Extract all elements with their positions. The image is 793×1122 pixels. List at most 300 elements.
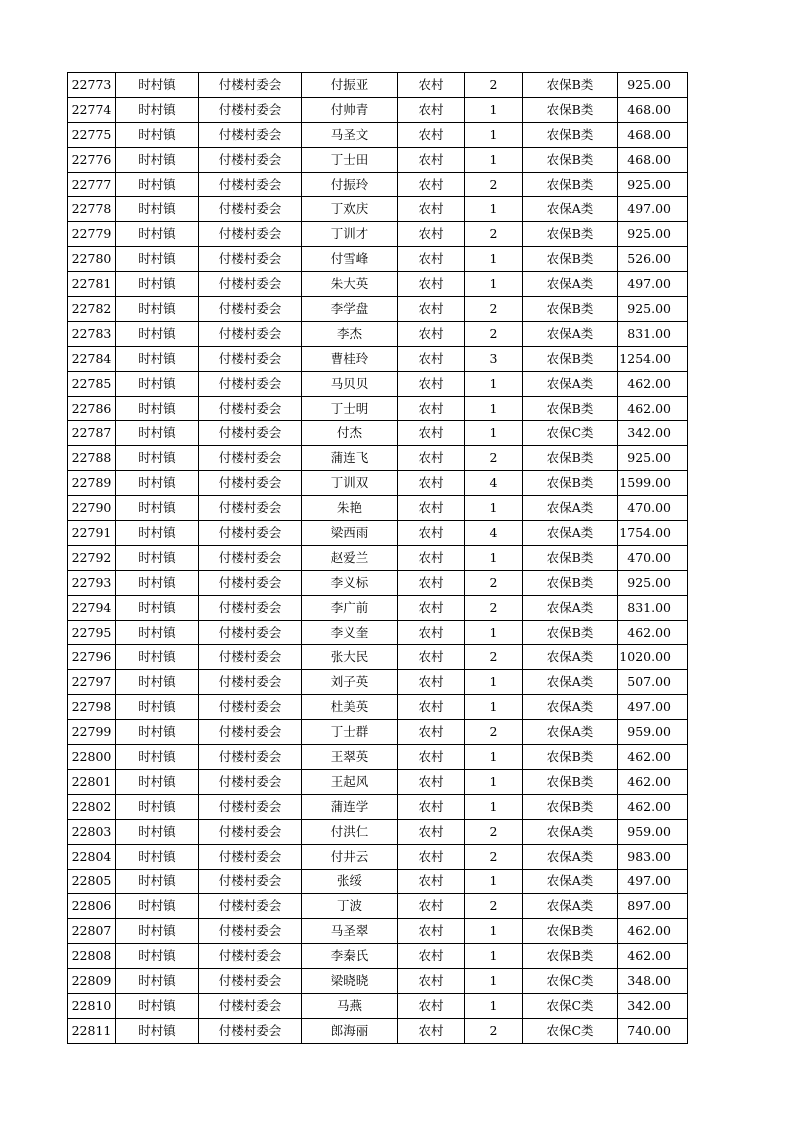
- table-row: [68, 969, 688, 994]
- table-row: [68, 769, 688, 794]
- table-row: [68, 670, 688, 695]
- cell-household-type: 农村: [398, 147, 465, 172]
- cell-person-count: 2: [465, 819, 523, 844]
- cell-person-count: 3: [465, 346, 523, 371]
- cell-person-count: 1: [465, 620, 523, 645]
- cell-amount: 925.00: [618, 73, 688, 98]
- cell-amount: 959.00: [618, 720, 688, 745]
- cell-town: 时村镇: [116, 844, 199, 869]
- cell-amount: 925.00: [618, 446, 688, 471]
- cell-name: 李学盘: [302, 297, 398, 322]
- cell-town: 时村镇: [116, 794, 199, 819]
- cell-id: 22788: [68, 446, 116, 471]
- cell-insurance-category: 农保A类: [523, 670, 618, 695]
- cell-name: 丁士群: [302, 720, 398, 745]
- cell-id: 22805: [68, 869, 116, 894]
- cell-amount: 1599.00: [618, 471, 688, 496]
- roster-table: [67, 72, 688, 1044]
- cell-name: 丁欢庆: [302, 197, 398, 222]
- cell-village: 付楼村委会: [199, 819, 302, 844]
- cell-name: 王翠英: [302, 745, 398, 770]
- cell-id: 22797: [68, 670, 116, 695]
- cell-town: 时村镇: [116, 595, 199, 620]
- cell-person-count: 2: [465, 1018, 523, 1043]
- cell-name: 李广前: [302, 595, 398, 620]
- cell-id: 22793: [68, 570, 116, 595]
- table-row: [68, 595, 688, 620]
- cell-household-type: 农村: [398, 869, 465, 894]
- cell-amount: 497.00: [618, 197, 688, 222]
- cell-name: 蒲连飞: [302, 446, 398, 471]
- cell-village: 付楼村委会: [199, 620, 302, 645]
- cell-amount: 983.00: [618, 844, 688, 869]
- cell-person-count: 1: [465, 97, 523, 122]
- cell-town: 时村镇: [116, 720, 199, 745]
- cell-insurance-category: 农保A类: [523, 720, 618, 745]
- table-row: [68, 147, 688, 172]
- cell-town: 时村镇: [116, 745, 199, 770]
- cell-amount: 462.00: [618, 745, 688, 770]
- cell-id: 22804: [68, 844, 116, 869]
- cell-id: 22800: [68, 745, 116, 770]
- cell-household-type: 农村: [398, 695, 465, 720]
- cell-amount: 348.00: [618, 969, 688, 994]
- table-row: [68, 844, 688, 869]
- cell-insurance-category: 农保A类: [523, 645, 618, 670]
- cell-insurance-category: 农保C类: [523, 969, 618, 994]
- cell-insurance-category: 农保B类: [523, 794, 618, 819]
- cell-amount: 462.00: [618, 620, 688, 645]
- cell-id: 22796: [68, 645, 116, 670]
- cell-household-type: 农村: [398, 570, 465, 595]
- cell-village: 付楼村委会: [199, 869, 302, 894]
- cell-town: 时村镇: [116, 122, 199, 147]
- cell-id: 22778: [68, 197, 116, 222]
- table-row: [68, 1018, 688, 1043]
- cell-town: 时村镇: [116, 321, 199, 346]
- cell-insurance-category: 农保A类: [523, 321, 618, 346]
- cell-insurance-category: 农保A类: [523, 695, 618, 720]
- table-row: [68, 794, 688, 819]
- table-row: [68, 745, 688, 770]
- cell-person-count: 2: [465, 321, 523, 346]
- cell-amount: 959.00: [618, 819, 688, 844]
- table-row: [68, 272, 688, 297]
- cell-village: 付楼村委会: [199, 247, 302, 272]
- cell-town: 时村镇: [116, 695, 199, 720]
- cell-person-count: 1: [465, 247, 523, 272]
- cell-household-type: 农村: [398, 197, 465, 222]
- cell-id: 22773: [68, 73, 116, 98]
- cell-person-count: 2: [465, 73, 523, 98]
- cell-village: 付楼村委会: [199, 894, 302, 919]
- table-row: [68, 471, 688, 496]
- cell-insurance-category: 农保B类: [523, 97, 618, 122]
- cell-id: 22808: [68, 944, 116, 969]
- cell-name: 杜美英: [302, 695, 398, 720]
- cell-name: 朱艳: [302, 496, 398, 521]
- cell-insurance-category: 农保B类: [523, 147, 618, 172]
- cell-name: 付洪仁: [302, 819, 398, 844]
- table-row: [68, 695, 688, 720]
- cell-id: 22801: [68, 769, 116, 794]
- table-row: [68, 421, 688, 446]
- cell-person-count: 1: [465, 396, 523, 421]
- cell-person-count: 2: [465, 172, 523, 197]
- cell-village: 付楼村委会: [199, 197, 302, 222]
- cell-name: 刘子英: [302, 670, 398, 695]
- cell-household-type: 农村: [398, 496, 465, 521]
- cell-amount: 831.00: [618, 321, 688, 346]
- cell-person-count: 1: [465, 421, 523, 446]
- cell-town: 时村镇: [116, 496, 199, 521]
- cell-insurance-category: 农保B类: [523, 73, 618, 98]
- cell-amount: 342.00: [618, 421, 688, 446]
- cell-amount: 740.00: [618, 1018, 688, 1043]
- cell-id: 22775: [68, 122, 116, 147]
- cell-town: 时村镇: [116, 869, 199, 894]
- cell-name: 付井云: [302, 844, 398, 869]
- cell-name: 梁晓晓: [302, 969, 398, 994]
- cell-person-count: 2: [465, 570, 523, 595]
- cell-village: 付楼村委会: [199, 670, 302, 695]
- cell-village: 付楼村委会: [199, 346, 302, 371]
- cell-village: 付楼村委会: [199, 745, 302, 770]
- cell-amount: 468.00: [618, 97, 688, 122]
- cell-person-count: 1: [465, 745, 523, 770]
- cell-id: 22779: [68, 222, 116, 247]
- cell-town: 时村镇: [116, 371, 199, 396]
- table-row: [68, 894, 688, 919]
- cell-amount: 468.00: [618, 147, 688, 172]
- cell-household-type: 农村: [398, 172, 465, 197]
- table-row: [68, 521, 688, 546]
- cell-household-type: 农村: [398, 670, 465, 695]
- cell-town: 时村镇: [116, 670, 199, 695]
- cell-village: 付楼村委会: [199, 421, 302, 446]
- cell-town: 时村镇: [116, 346, 199, 371]
- cell-id: 22795: [68, 620, 116, 645]
- cell-village: 付楼村委会: [199, 446, 302, 471]
- cell-amount: 468.00: [618, 122, 688, 147]
- cell-name: 郎海丽: [302, 1018, 398, 1043]
- cell-name: 丁训双: [302, 471, 398, 496]
- cell-amount: 897.00: [618, 894, 688, 919]
- cell-name: 李义奎: [302, 620, 398, 645]
- cell-household-type: 农村: [398, 645, 465, 670]
- cell-insurance-category: 农保B类: [523, 222, 618, 247]
- table-row: [68, 944, 688, 969]
- cell-name: 丁士田: [302, 147, 398, 172]
- cell-town: 时村镇: [116, 620, 199, 645]
- table-row: [68, 122, 688, 147]
- cell-town: 时村镇: [116, 1018, 199, 1043]
- cell-household-type: 农村: [398, 421, 465, 446]
- cell-person-count: 2: [465, 446, 523, 471]
- table-row: [68, 919, 688, 944]
- cell-person-count: 1: [465, 695, 523, 720]
- cell-amount: 1020.00: [618, 645, 688, 670]
- cell-household-type: 农村: [398, 894, 465, 919]
- cell-household-type: 农村: [398, 97, 465, 122]
- table-row: [68, 197, 688, 222]
- cell-person-count: 1: [465, 496, 523, 521]
- cell-household-type: 农村: [398, 769, 465, 794]
- cell-household-type: 农村: [398, 944, 465, 969]
- cell-amount: 925.00: [618, 222, 688, 247]
- cell-town: 时村镇: [116, 645, 199, 670]
- cell-town: 时村镇: [116, 446, 199, 471]
- cell-village: 付楼村委会: [199, 595, 302, 620]
- cell-town: 时村镇: [116, 73, 199, 98]
- cell-person-count: 1: [465, 371, 523, 396]
- cell-village: 付楼村委会: [199, 919, 302, 944]
- table-row: [68, 172, 688, 197]
- cell-insurance-category: 农保B类: [523, 745, 618, 770]
- table-row: [68, 645, 688, 670]
- cell-household-type: 农村: [398, 73, 465, 98]
- cell-insurance-category: 农保C类: [523, 1018, 618, 1043]
- cell-amount: 470.00: [618, 496, 688, 521]
- cell-village: 付楼村委会: [199, 1018, 302, 1043]
- cell-household-type: 农村: [398, 396, 465, 421]
- table-row: [68, 396, 688, 421]
- cell-household-type: 农村: [398, 819, 465, 844]
- cell-village: 付楼村委会: [199, 471, 302, 496]
- cell-id: 22802: [68, 794, 116, 819]
- table-row: [68, 297, 688, 322]
- cell-household-type: 农村: [398, 720, 465, 745]
- cell-amount: 507.00: [618, 670, 688, 695]
- cell-insurance-category: 农保A类: [523, 496, 618, 521]
- cell-insurance-category: 农保A类: [523, 272, 618, 297]
- cell-household-type: 农村: [398, 545, 465, 570]
- cell-person-count: 2: [465, 595, 523, 620]
- cell-insurance-category: 农保B类: [523, 545, 618, 570]
- cell-id: 22784: [68, 346, 116, 371]
- cell-village: 付楼村委会: [199, 496, 302, 521]
- cell-id: 22807: [68, 919, 116, 944]
- cell-person-count: 2: [465, 894, 523, 919]
- cell-person-count: 4: [465, 521, 523, 546]
- cell-household-type: 农村: [398, 521, 465, 546]
- cell-name: 马贝贝: [302, 371, 398, 396]
- cell-person-count: 4: [465, 471, 523, 496]
- cell-person-count: 1: [465, 794, 523, 819]
- table-row: [68, 371, 688, 396]
- cell-amount: 497.00: [618, 272, 688, 297]
- cell-amount: 497.00: [618, 869, 688, 894]
- cell-village: 付楼村委会: [199, 147, 302, 172]
- cell-name: 李杰: [302, 321, 398, 346]
- cell-name: 付帅青: [302, 97, 398, 122]
- cell-town: 时村镇: [116, 944, 199, 969]
- cell-household-type: 农村: [398, 919, 465, 944]
- cell-village: 付楼村委会: [199, 272, 302, 297]
- cell-village: 付楼村委会: [199, 122, 302, 147]
- cell-person-count: 1: [465, 272, 523, 297]
- cell-name: 马燕: [302, 993, 398, 1018]
- table-row: [68, 993, 688, 1018]
- cell-household-type: 农村: [398, 471, 465, 496]
- table-row: [68, 222, 688, 247]
- cell-village: 付楼村委会: [199, 396, 302, 421]
- cell-amount: 462.00: [618, 944, 688, 969]
- cell-household-type: 农村: [398, 371, 465, 396]
- cell-insurance-category: 农保A类: [523, 819, 618, 844]
- cell-town: 时村镇: [116, 272, 199, 297]
- cell-name: 丁训才: [302, 222, 398, 247]
- cell-household-type: 农村: [398, 247, 465, 272]
- cell-town: 时村镇: [116, 894, 199, 919]
- cell-village: 付楼村委会: [199, 570, 302, 595]
- cell-village: 付楼村委会: [199, 993, 302, 1018]
- cell-amount: 831.00: [618, 595, 688, 620]
- cell-household-type: 农村: [398, 745, 465, 770]
- cell-id: 22810: [68, 993, 116, 1018]
- cell-village: 付楼村委会: [199, 321, 302, 346]
- cell-household-type: 农村: [398, 620, 465, 645]
- cell-insurance-category: 农保B类: [523, 346, 618, 371]
- cell-insurance-category: 农保B类: [523, 769, 618, 794]
- cell-amount: 462.00: [618, 919, 688, 944]
- cell-amount: 470.00: [618, 545, 688, 570]
- cell-id: 22780: [68, 247, 116, 272]
- cell-insurance-category: 农保B类: [523, 471, 618, 496]
- table-row: [68, 819, 688, 844]
- cell-village: 付楼村委会: [199, 297, 302, 322]
- table-row: [68, 97, 688, 122]
- cell-town: 时村镇: [116, 172, 199, 197]
- cell-household-type: 农村: [398, 297, 465, 322]
- cell-name: 马圣文: [302, 122, 398, 147]
- table-row: [68, 321, 688, 346]
- cell-insurance-category: 农保B类: [523, 620, 618, 645]
- cell-insurance-category: 农保B类: [523, 944, 618, 969]
- cell-amount: 1754.00: [618, 521, 688, 546]
- table-row: [68, 346, 688, 371]
- cell-insurance-category: 农保C类: [523, 421, 618, 446]
- cell-person-count: 1: [465, 670, 523, 695]
- cell-village: 付楼村委会: [199, 969, 302, 994]
- cell-household-type: 农村: [398, 993, 465, 1018]
- cell-village: 付楼村委会: [199, 222, 302, 247]
- table-row: [68, 496, 688, 521]
- cell-name: 蒲连学: [302, 794, 398, 819]
- cell-town: 时村镇: [116, 222, 199, 247]
- cell-amount: 462.00: [618, 396, 688, 421]
- cell-household-type: 农村: [398, 969, 465, 994]
- cell-town: 时村镇: [116, 919, 199, 944]
- cell-town: 时村镇: [116, 471, 199, 496]
- cell-village: 付楼村委会: [199, 73, 302, 98]
- cell-village: 付楼村委会: [199, 371, 302, 396]
- cell-amount: 462.00: [618, 371, 688, 396]
- cell-town: 时村镇: [116, 545, 199, 570]
- cell-amount: 342.00: [618, 993, 688, 1018]
- cell-town: 时村镇: [116, 769, 199, 794]
- cell-id: 22790: [68, 496, 116, 521]
- cell-insurance-category: 农保B类: [523, 446, 618, 471]
- cell-village: 付楼村委会: [199, 695, 302, 720]
- cell-person-count: 2: [465, 844, 523, 869]
- cell-insurance-category: 农保B类: [523, 570, 618, 595]
- cell-id: 22776: [68, 147, 116, 172]
- cell-village: 付楼村委会: [199, 769, 302, 794]
- cell-id: 22806: [68, 894, 116, 919]
- cell-town: 时村镇: [116, 969, 199, 994]
- table-row: [68, 247, 688, 272]
- cell-insurance-category: 农保A类: [523, 197, 618, 222]
- cell-name: 李秦氏: [302, 944, 398, 969]
- cell-id: 22803: [68, 819, 116, 844]
- cell-household-type: 农村: [398, 272, 465, 297]
- cell-name: 李义标: [302, 570, 398, 595]
- cell-id: 22792: [68, 545, 116, 570]
- cell-id: 22799: [68, 720, 116, 745]
- cell-amount: 925.00: [618, 570, 688, 595]
- cell-town: 时村镇: [116, 147, 199, 172]
- cell-person-count: 2: [465, 645, 523, 670]
- table-row: [68, 720, 688, 745]
- table-row: [68, 446, 688, 471]
- cell-id: 22782: [68, 297, 116, 322]
- cell-village: 付楼村委会: [199, 720, 302, 745]
- cell-name: 丁波: [302, 894, 398, 919]
- cell-insurance-category: 农保B类: [523, 122, 618, 147]
- cell-town: 时村镇: [116, 570, 199, 595]
- cell-insurance-category: 农保A类: [523, 371, 618, 396]
- cell-town: 时村镇: [116, 421, 199, 446]
- cell-name: 马圣翠: [302, 919, 398, 944]
- cell-household-type: 农村: [398, 222, 465, 247]
- cell-amount: 497.00: [618, 695, 688, 720]
- cell-village: 付楼村委会: [199, 97, 302, 122]
- cell-person-count: 1: [465, 969, 523, 994]
- cell-person-count: 2: [465, 720, 523, 745]
- table-row: [68, 620, 688, 645]
- table-row: [68, 545, 688, 570]
- cell-town: 时村镇: [116, 297, 199, 322]
- cell-person-count: 1: [465, 869, 523, 894]
- cell-person-count: 2: [465, 297, 523, 322]
- cell-name: 朱大英: [302, 272, 398, 297]
- cell-name: 付振亚: [302, 73, 398, 98]
- cell-insurance-category: 农保B类: [523, 247, 618, 272]
- cell-person-count: 1: [465, 197, 523, 222]
- cell-id: 22794: [68, 595, 116, 620]
- cell-person-count: 1: [465, 919, 523, 944]
- cell-village: 付楼村委会: [199, 645, 302, 670]
- cell-person-count: 1: [465, 147, 523, 172]
- cell-id: 22783: [68, 321, 116, 346]
- cell-town: 时村镇: [116, 819, 199, 844]
- cell-name: 赵爱兰: [302, 545, 398, 570]
- cell-town: 时村镇: [116, 97, 199, 122]
- cell-id: 22774: [68, 97, 116, 122]
- cell-household-type: 农村: [398, 1018, 465, 1043]
- cell-insurance-category: 农保B类: [523, 172, 618, 197]
- table-row: [68, 570, 688, 595]
- cell-insurance-category: 农保B类: [523, 919, 618, 944]
- cell-insurance-category: 农保C类: [523, 993, 618, 1018]
- cell-name: 付振玲: [302, 172, 398, 197]
- cell-household-type: 农村: [398, 595, 465, 620]
- cell-village: 付楼村委会: [199, 172, 302, 197]
- cell-name: 张大民: [302, 645, 398, 670]
- cell-village: 付楼村委会: [199, 944, 302, 969]
- cell-town: 时村镇: [116, 197, 199, 222]
